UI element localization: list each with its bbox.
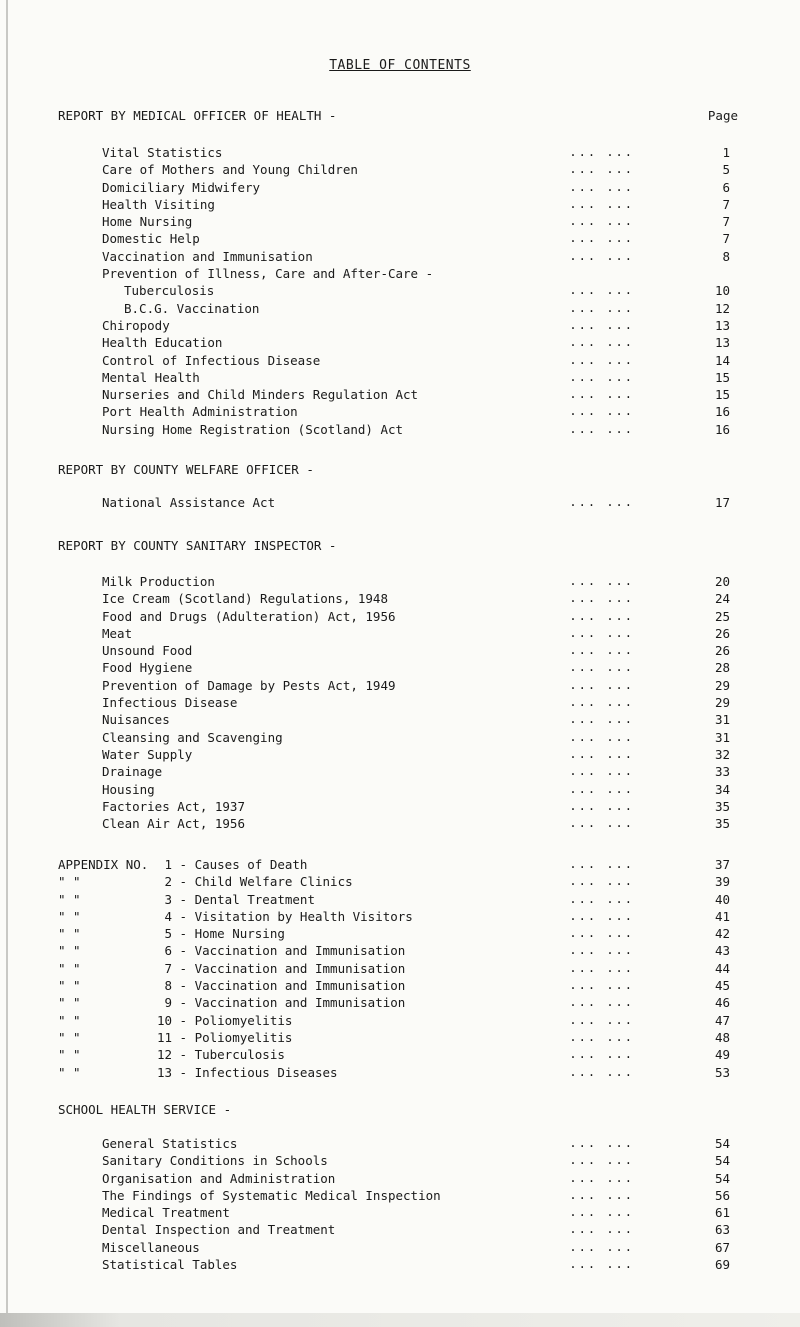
toc-entry-page-number: 54 — [714, 1136, 730, 1151]
leader-dots: ... ... — [569, 574, 634, 588]
leader-dots: ... ... — [569, 162, 634, 177]
leader-dots: ... ... — [569, 1187, 634, 1202]
toc-entry-label: Statistical Tables — [102, 1257, 238, 1273]
toc-entry-label: Unsound Food — [102, 643, 193, 659]
appendix-dash: - — [172, 995, 195, 1011]
toc-entry — [102, 729, 730, 746]
appendix-dash: - — [172, 874, 195, 890]
toc-entry — [102, 1187, 730, 1204]
appendix-entry-label — [58, 1046, 285, 1063]
toc-entry — [102, 317, 730, 334]
appendix-number: 5 — [164, 926, 172, 942]
appendix-prefix: " " — [58, 926, 81, 942]
toc-entry-page-number: 12 — [714, 300, 730, 316]
toc-entry — [102, 815, 730, 832]
leader-dots: ... ... — [569, 798, 634, 813]
toc-entry-page-number: 16 — [714, 404, 730, 420]
appendix-prefix: APPENDIX NO. — [58, 857, 149, 872]
toc-entry-page-number: 15 — [714, 369, 730, 385]
appendix-prefix: " " — [58, 1012, 81, 1028]
toc-entry — [102, 179, 730, 196]
toc-entry-page-number: 35 — [714, 798, 730, 814]
toc-list-sanitary-inspector — [102, 573, 730, 832]
appendix-entry — [58, 1064, 730, 1081]
toc-entry-page-number: 25 — [714, 608, 730, 624]
appendix-title: Home Nursing — [194, 926, 285, 942]
toc-entry-page-number: 1 — [722, 145, 730, 160]
leader-dots: ... ... — [569, 179, 634, 194]
appendix-number: 9 — [164, 995, 172, 1011]
toc-entry-label: Ice Cream (Scotland) Regulations, 1948 — [102, 591, 388, 607]
toc-entry-page-number: 7 — [722, 196, 730, 212]
leader-dots: ... ... — [569, 591, 634, 606]
appendix-page-number: 40 — [714, 891, 730, 907]
toc-entry-page-number: 29 — [714, 677, 730, 693]
appendix-entry-label — [58, 942, 405, 959]
section-heading-text: REPORT BY MEDICAL OFFICER OF HEALTH - — [58, 108, 337, 123]
appendix-page-number: 47 — [714, 1012, 730, 1028]
toc-entry-page-number: 8 — [722, 248, 730, 264]
toc-entry-label: Vaccination and Immunisation — [102, 248, 313, 264]
appendix-title: Dental Treatment — [194, 891, 315, 907]
toc-entry — [102, 625, 730, 642]
toc-entry-label: Mental Health — [102, 369, 200, 385]
toc-entry — [102, 144, 730, 161]
appendix-page-number: 45 — [714, 978, 730, 994]
toc-entry-page-number: 16 — [714, 421, 730, 437]
toc-entry — [102, 1256, 730, 1273]
appendix-entry-label — [58, 1012, 292, 1029]
appendix-number: 6 — [164, 943, 172, 959]
appendix-entry-label — [58, 960, 405, 977]
leader-dots: ... ... — [569, 943, 634, 958]
toc-entry — [102, 1152, 730, 1169]
toc-entry — [102, 161, 730, 178]
leader-dots: ... ... — [569, 729, 634, 744]
section-heading-sanitary-inspector — [58, 538, 738, 553]
toc-entry — [102, 1204, 730, 1221]
leader-dots: ... ... — [569, 781, 634, 796]
toc-entry-page-number: 13 — [714, 317, 730, 333]
section-heading-text: SCHOOL HEALTH SERVICE - — [58, 1102, 232, 1117]
leader-dots: ... ... — [569, 1153, 634, 1168]
appendix-title: Infectious Diseases — [194, 1064, 338, 1080]
toc-entry — [102, 590, 730, 607]
toc-entry-label: General Statistics — [102, 1136, 238, 1151]
leader-dots: ... ... — [569, 978, 634, 993]
page-column-header: Page — [707, 108, 738, 123]
toc-entry-page-number: 32 — [714, 746, 730, 762]
toc-entry-page-number: 31 — [714, 729, 730, 745]
appendix-prefix: " " — [58, 978, 81, 994]
toc-entry-page-number: 20 — [714, 574, 730, 589]
appendix-prefix: " " — [58, 943, 81, 959]
toc-entry-label: Food and Drugs (Adulteration) Act, 1956 — [102, 608, 396, 624]
appendix-number: 4 — [164, 908, 172, 924]
appendix-dash: - — [172, 1064, 195, 1080]
toc-entry-page-number: 61 — [714, 1205, 730, 1221]
toc-entry — [102, 573, 730, 590]
appendix-entry — [58, 960, 730, 977]
toc-entry-page-number: 15 — [714, 387, 730, 403]
toc-entry-label: Food Hygiene — [102, 660, 193, 676]
toc-entry — [102, 300, 730, 317]
toc-entry-page-number: 26 — [714, 643, 730, 659]
toc-entry-label: The Findings of Systematic Medical Inspection — [102, 1187, 441, 1203]
toc-entry — [102, 213, 730, 230]
toc-list-medical-officer — [102, 144, 730, 438]
leader-dots: ... ... — [569, 677, 634, 692]
leader-dots: ... ... — [569, 857, 634, 871]
toc-entry-page-number: 67 — [714, 1239, 730, 1255]
leader-dots: ... ... — [569, 1012, 634, 1027]
toc-entry-page-number: 56 — [714, 1187, 730, 1203]
toc-entry-label: Meat — [102, 625, 133, 641]
leader-dots: ... ... — [569, 746, 634, 761]
section-heading-school-health — [58, 1102, 738, 1117]
appendix-title: Causes of Death — [194, 857, 308, 872]
leader-dots: ... ... — [569, 335, 634, 350]
appendix-number: 13 — [156, 1064, 172, 1080]
appendix-number: 2 — [164, 874, 172, 890]
leader-dots: ... ... — [569, 1029, 634, 1044]
toc-entry-page-number: 54 — [714, 1170, 730, 1186]
appendix-entry — [58, 994, 730, 1011]
toc-entry-label: Domiciliary Midwifery — [102, 179, 261, 195]
leader-dots: ... ... — [569, 695, 634, 710]
leader-dots: ... ... — [569, 421, 634, 436]
toc-entry-label: Prevention of Illness, Care and After-Care - — [102, 266, 434, 282]
toc-entry-label: Nursing Home Registration (Scotland) Act — [102, 421, 404, 437]
leader-dots: ... ... — [569, 248, 634, 263]
toc-entry-label: Domestic Help — [102, 231, 200, 247]
appendix-entry — [58, 856, 730, 873]
leader-dots: ... ... — [569, 196, 634, 211]
leader-dots: ... ... — [569, 960, 634, 975]
toc-entry-label: Port Health Administration — [102, 404, 298, 420]
toc-entry — [102, 352, 730, 369]
page-edge-shadow — [6, 0, 8, 1327]
toc-entry-label: Chiropody — [102, 317, 170, 333]
leader-dots: ... ... — [569, 1239, 634, 1254]
page-title: TABLE OF CONTENTS — [329, 58, 471, 73]
toc-entry-label: Drainage — [102, 764, 163, 780]
appendix-dash: - — [172, 908, 195, 924]
toc-list-appendix — [58, 856, 730, 1081]
toc-entry — [102, 386, 730, 403]
toc-entry-label: Housing — [102, 781, 155, 797]
toc-entry-page-number: 7 — [722, 214, 730, 230]
toc-entry — [102, 711, 730, 728]
section-heading-welfare-officer — [58, 462, 738, 477]
appendix-entry — [58, 1029, 730, 1046]
toc-entry-page-number: 26 — [714, 625, 730, 641]
toc-entry-label: Clean Air Act, 1956 — [102, 816, 245, 832]
toc-entry-page-number: 7 — [722, 231, 730, 247]
appendix-number: 12 — [156, 1047, 172, 1063]
toc-entry-page-number: 24 — [714, 591, 730, 607]
toc-entry — [102, 230, 730, 247]
leader-dots: ... ... — [569, 625, 634, 640]
toc-entry — [102, 781, 730, 798]
appendix-page-number: 46 — [714, 995, 730, 1011]
toc-entry-page-number: 54 — [714, 1153, 730, 1169]
toc-entry — [102, 282, 730, 299]
toc-entry-label: Sanitary Conditions in Schools — [102, 1153, 328, 1169]
appendix-page-number: 44 — [714, 960, 730, 976]
page-bottom-edge — [0, 1313, 800, 1327]
appendix-prefix: " " — [58, 908, 81, 924]
toc-entry — [102, 421, 730, 438]
appendix-dash: - — [172, 943, 195, 959]
toc-entry-label: Health Visiting — [102, 196, 215, 212]
leader-dots: ... ... — [569, 891, 634, 906]
appendix-page-number: 42 — [714, 926, 730, 942]
toc-entry-label: Organisation and Administration — [102, 1170, 336, 1186]
toc-entry — [102, 1239, 730, 1256]
appendix-prefix: " " — [58, 960, 81, 976]
toc-entry-page-number: 63 — [714, 1222, 730, 1238]
appendix-number: 1 — [164, 857, 172, 872]
toc-entry-page-number: 10 — [714, 283, 730, 299]
toc-entry-label: Home Nursing — [102, 214, 193, 230]
leader-dots: ... ... — [569, 926, 634, 941]
leader-dots: ... ... — [569, 145, 634, 159]
section-heading-text: REPORT BY COUNTY SANITARY INSPECTOR - — [58, 538, 337, 553]
appendix-page-number: 53 — [714, 1064, 730, 1080]
leader-dots: ... ... — [569, 1257, 634, 1272]
toc-entry-page-number: 69 — [714, 1257, 730, 1273]
appendix-title: Tuberculosis — [194, 1047, 285, 1063]
toc-entry — [102, 746, 730, 763]
appendix-entry — [58, 908, 730, 925]
section-heading-text: REPORT BY COUNTY WELFARE OFFICER - — [58, 462, 314, 477]
leader-dots: ... ... — [569, 908, 634, 923]
appendix-title: Poliomyelitis — [194, 1029, 293, 1045]
appendix-dash: - — [172, 926, 195, 942]
leader-dots: ... ... — [569, 1205, 634, 1220]
leader-dots: ... ... — [569, 608, 634, 623]
appendix-entry-label — [58, 856, 307, 873]
appendix-entry — [58, 873, 730, 890]
appendix-entry-label — [58, 873, 353, 890]
appendix-dash: - — [172, 978, 195, 994]
toc-entry-page-number: 35 — [714, 816, 730, 832]
toc-entry — [102, 369, 730, 386]
toc-entry-page-number: 33 — [714, 764, 730, 780]
toc-entry-page-number: 17 — [714, 495, 730, 510]
toc-entry — [102, 642, 730, 659]
leader-dots: ... ... — [569, 231, 634, 246]
toc-entry-label: Nuisances — [102, 712, 170, 728]
appendix-title: Vaccination and Immunisation — [194, 978, 406, 994]
appendix-entry — [58, 891, 730, 908]
appendix-page-number: 41 — [714, 908, 730, 924]
appendix-dash: - — [172, 960, 195, 976]
toc-entry-page-number: 14 — [714, 352, 730, 368]
toc-entry — [102, 677, 730, 694]
appendix-title: Vaccination and Immunisation — [194, 995, 406, 1011]
toc-entry-page-number: 6 — [722, 179, 730, 195]
appendix-prefix: " " — [58, 891, 81, 907]
toc-entry-label: Milk Production — [102, 574, 215, 589]
leader-dots: ... ... — [569, 317, 634, 332]
appendix-prefix: " " — [58, 1029, 81, 1045]
toc-entry — [102, 248, 730, 265]
appendix-entry — [58, 942, 730, 959]
appendix-number: 8 — [164, 978, 172, 994]
appendix-number: 10 — [156, 1012, 172, 1028]
leader-dots: ... ... — [569, 352, 634, 367]
toc-entry-label: B.C.G. Vaccination — [124, 300, 260, 316]
appendix-page-number: 48 — [714, 1029, 730, 1045]
toc-entry-label: Dental Inspection and Treatment — [102, 1222, 336, 1238]
toc-entry — [102, 608, 730, 625]
appendix-prefix: " " — [58, 1064, 81, 1080]
toc-entry — [102, 1221, 730, 1238]
toc-entry — [102, 265, 730, 282]
appendix-title: Vaccination and Immunisation — [194, 960, 406, 976]
appendix-prefix: " " — [58, 995, 81, 1011]
leader-dots: ... ... — [569, 300, 634, 315]
toc-entry — [102, 798, 730, 815]
appendix-page-number: 37 — [714, 857, 730, 872]
appendix-entry-label — [58, 1029, 292, 1046]
toc-entry — [102, 763, 730, 780]
leader-dots: ... ... — [569, 214, 634, 229]
leader-dots: ... ... — [569, 1222, 634, 1237]
appendix-title: Vaccination and Immunisation — [194, 943, 406, 959]
appendix-page-number: 39 — [714, 874, 730, 890]
toc-entry-label: Tuberculosis — [124, 283, 215, 299]
toc-entry-label: Nurseries and Child Minders Regulation Act — [102, 387, 419, 403]
appendix-dash: - — [172, 1029, 195, 1045]
toc-list-school-health — [102, 1135, 730, 1273]
toc-entry — [102, 196, 730, 213]
appendix-page-number: 49 — [714, 1047, 730, 1063]
appendix-entry — [58, 1012, 730, 1029]
toc-entry — [102, 659, 730, 676]
appendix-title: Visitation by Health Visitors — [194, 908, 413, 924]
leader-dots: ... ... — [569, 1170, 634, 1185]
toc-entry-label: Prevention of Damage by Pests Act, 1949 — [102, 677, 396, 693]
appendix-entry — [58, 925, 730, 942]
toc-entry-label: Miscellaneous — [102, 1239, 200, 1255]
toc-entry-label: National Assistance Act — [102, 495, 276, 510]
leader-dots: ... ... — [569, 283, 634, 298]
appendix-entry — [58, 1046, 730, 1063]
leader-dots: ... ... — [569, 643, 634, 658]
leader-dots: ... ... — [569, 369, 634, 384]
appendix-entry-label — [58, 994, 405, 1011]
toc-entry-label: Control of Infectious Disease — [102, 352, 321, 368]
toc-entry-label: Vital Statistics — [102, 145, 223, 160]
appendix-entry — [58, 977, 730, 994]
appendix-title: Child Welfare Clinics — [194, 874, 353, 890]
toc-entry — [102, 403, 730, 420]
appendix-dash: - — [172, 1012, 195, 1028]
appendix-number: 11 — [156, 1029, 172, 1045]
appendix-entry-label — [58, 891, 315, 908]
leader-dots: ... ... — [569, 495, 634, 509]
toc-entry-label: Factories Act, 1937 — [102, 798, 245, 814]
toc-entry — [102, 494, 730, 511]
toc-entry-page-number: 13 — [714, 335, 730, 351]
leader-dots: ... ... — [569, 387, 634, 402]
leader-dots: ... ... — [569, 995, 634, 1010]
toc-entry-label: Care of Mothers and Young Children — [102, 162, 358, 178]
leader-dots: ... ... — [569, 660, 634, 675]
appendix-dash: - — [172, 891, 195, 907]
appendix-dash: - — [172, 1047, 195, 1063]
toc-entry — [102, 334, 730, 351]
appendix-entry-label — [58, 925, 285, 942]
toc-entry-label: Medical Treatment — [102, 1205, 230, 1221]
toc-entry — [102, 1170, 730, 1187]
toc-entry — [102, 694, 730, 711]
toc-entry-page-number: 29 — [714, 695, 730, 711]
toc-entry-label: Cleansing and Scavenging — [102, 729, 283, 745]
toc-entry-label: Health Education — [102, 335, 223, 351]
toc-entry-label: Water Supply — [102, 746, 193, 762]
leader-dots: ... ... — [569, 1064, 634, 1079]
leader-dots: ... ... — [569, 764, 634, 779]
toc-list-welfare-officer — [102, 494, 730, 511]
toc-entry — [102, 1135, 730, 1152]
leader-dots: ... ... — [569, 1047, 634, 1062]
toc-entry-label: Infectious Disease — [102, 695, 238, 711]
leader-dots: ... ... — [569, 874, 634, 889]
leader-dots: ... ... — [569, 816, 634, 831]
appendix-title: Poliomyelitis — [194, 1012, 293, 1028]
appendix-entry-label — [58, 1064, 338, 1081]
appendix-entry-label — [58, 908, 413, 925]
toc-entry-page-number: 31 — [714, 712, 730, 728]
appendix-page-number: 43 — [714, 943, 730, 959]
toc-entry-page-number: 28 — [714, 660, 730, 676]
appendix-number: 3 — [164, 891, 172, 907]
toc-entry-page-number: 34 — [714, 781, 730, 797]
leader-dots: ... ... — [569, 712, 634, 727]
toc-entry-page-number: 5 — [722, 162, 730, 178]
appendix-entry-label — [58, 977, 405, 994]
appendix-dash: - — [172, 857, 195, 872]
section-heading-medical-officer — [58, 108, 738, 123]
appendix-prefix: " " — [58, 874, 81, 890]
leader-dots: ... ... — [569, 404, 634, 419]
appendix-number: 7 — [164, 960, 172, 976]
leader-dots: ... ... — [569, 1136, 634, 1150]
appendix-prefix: " " — [58, 1047, 81, 1063]
